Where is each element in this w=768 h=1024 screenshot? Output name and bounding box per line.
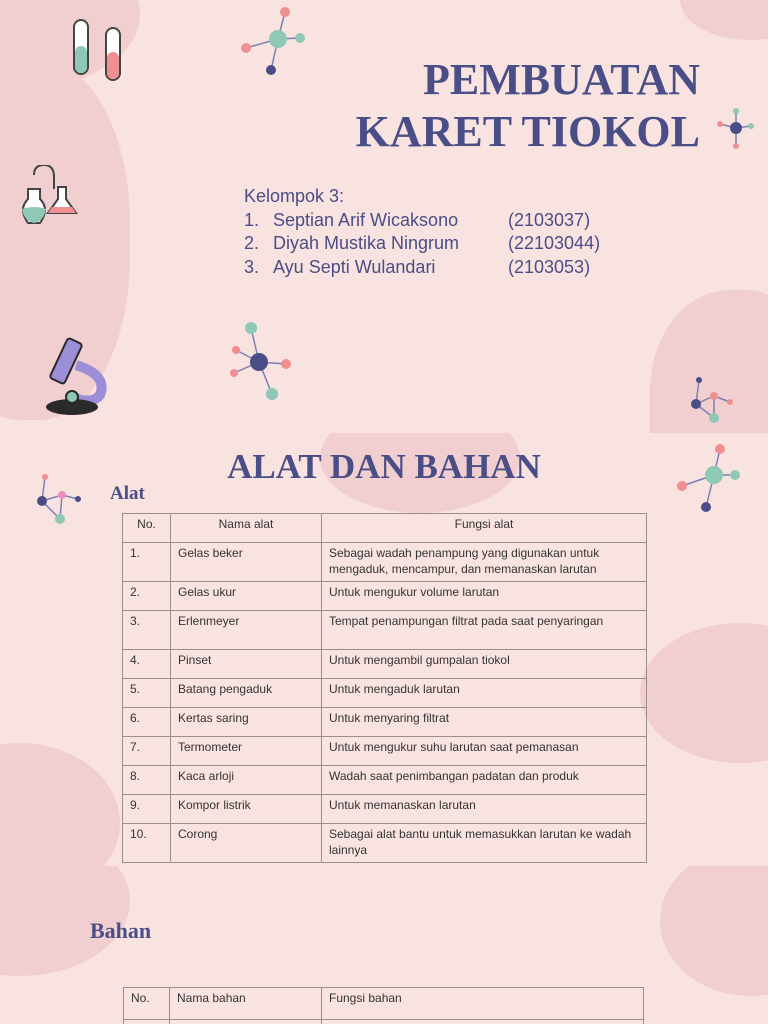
member-name: Ayu Septi Wulandari bbox=[273, 256, 436, 277]
member-id: (2103037) bbox=[508, 209, 591, 230]
row-number: 4. bbox=[123, 650, 171, 679]
table-row bbox=[123, 582, 647, 611]
test-tubes-icon bbox=[70, 18, 130, 84]
member-name: Diyah Mustika Ningrum bbox=[273, 233, 460, 253]
tool-name: Pinset bbox=[171, 650, 322, 679]
group-members bbox=[244, 185, 600, 279]
flask-icon bbox=[18, 165, 80, 229]
decor-blob bbox=[640, 623, 768, 763]
table-row bbox=[123, 650, 647, 679]
column-header: Fungsi bahan bbox=[322, 988, 644, 1020]
table-row bbox=[123, 824, 647, 863]
row-number: 1. bbox=[123, 543, 171, 582]
title-line-2: KARET TIOKOL bbox=[355, 107, 700, 156]
molecule-icon bbox=[226, 318, 296, 404]
title-slide bbox=[0, 0, 768, 433]
tool-name: Corong bbox=[171, 824, 322, 863]
column-header: Nama bahan bbox=[170, 988, 322, 1020]
member-row bbox=[244, 256, 600, 280]
tool-name: Kertas saring bbox=[171, 708, 322, 737]
row-number: 6. bbox=[123, 708, 171, 737]
tools-table bbox=[122, 513, 647, 863]
tool-name: Gelas ukur bbox=[171, 582, 322, 611]
member-name: Septian Arif Wicaksono bbox=[273, 209, 459, 230]
row-number: 10. bbox=[123, 824, 171, 863]
tool-function: Untuk menyaring filtrat bbox=[322, 708, 647, 737]
decor-blob bbox=[0, 743, 120, 866]
table-row bbox=[123, 708, 647, 737]
column-header: No. bbox=[124, 988, 170, 1020]
table-row bbox=[123, 766, 647, 795]
tool-name: Batang pengaduk bbox=[171, 679, 322, 708]
tool-function: Untuk mengaduk larutan bbox=[322, 679, 647, 708]
table-row bbox=[124, 1020, 644, 1024]
table-row bbox=[123, 543, 647, 582]
tool-function: Sebagai wadah penampung yang digunakan untuk mengaduk, mencampur, dan memanaskan larutan bbox=[322, 543, 647, 582]
materials-table bbox=[123, 987, 644, 1024]
member-number: 2. bbox=[244, 233, 260, 253]
tool-function: Tempat penampungan filtrat pada saat penyaringan bbox=[322, 611, 647, 650]
subsection-title: Alat bbox=[110, 483, 145, 504]
member-row bbox=[244, 209, 600, 233]
row-number: 8. bbox=[123, 766, 171, 795]
column-header: Fungsi alat bbox=[322, 514, 647, 543]
molecule-icon bbox=[684, 368, 740, 426]
column-header: Nama alat bbox=[171, 514, 322, 543]
tool-function: Untuk mengambil gumpalan tiokol bbox=[322, 650, 647, 679]
tool-name: Kaca arloji bbox=[171, 766, 322, 795]
microscope-icon bbox=[42, 335, 112, 421]
column-header: No. bbox=[123, 514, 171, 543]
table-row bbox=[123, 737, 647, 766]
tool-name: Erlenmeyer bbox=[171, 611, 322, 650]
decor-blob bbox=[660, 866, 768, 996]
table-row bbox=[123, 679, 647, 708]
tool-name: Kompor listrik bbox=[171, 795, 322, 824]
section-title: ALAT DAN BAHAN bbox=[227, 447, 541, 486]
member-number: 1. bbox=[244, 209, 260, 230]
tool-function: Untuk mengukur suhu larutan saat pemanasan bbox=[322, 737, 647, 766]
group-label: Kelompok 3: bbox=[244, 186, 345, 206]
tool-function: Untuk memanaskan larutan bbox=[322, 795, 647, 824]
subsection-title: Bahan bbox=[90, 918, 152, 943]
table-row bbox=[123, 795, 647, 824]
row-number: 9. bbox=[123, 795, 171, 824]
title-line-1: PEMBUATAN bbox=[422, 55, 700, 104]
page-title bbox=[356, 54, 700, 158]
table-header-row bbox=[124, 988, 644, 1020]
tool-function: Untuk mengukur volume larutan bbox=[322, 582, 647, 611]
member-id: (22103044) bbox=[508, 233, 601, 253]
molecule-icon bbox=[716, 106, 756, 152]
row-number: 2. bbox=[123, 582, 171, 611]
materials-slide bbox=[0, 866, 768, 1024]
row-number: 3. bbox=[123, 611, 171, 650]
tool-function: Wadah saat penimbangan padatan dan produk bbox=[322, 766, 647, 795]
decor-blob bbox=[680, 0, 768, 40]
molecule-icon bbox=[238, 4, 310, 78]
table-header-row bbox=[123, 514, 647, 543]
tool-function: Sebagai alat bantu untuk memasukkan larutan ke wadah lainnya bbox=[322, 824, 647, 863]
member-id: (2103053) bbox=[508, 256, 591, 277]
row-number: 7. bbox=[123, 737, 171, 766]
member-number: 3. bbox=[244, 256, 260, 277]
table-row bbox=[123, 611, 647, 650]
tool-name: Termometer bbox=[171, 737, 322, 766]
tools-slide bbox=[0, 433, 768, 866]
row-number: 5. bbox=[123, 679, 171, 708]
tool-name: Gelas beker bbox=[171, 543, 322, 582]
member-row bbox=[244, 232, 600, 256]
